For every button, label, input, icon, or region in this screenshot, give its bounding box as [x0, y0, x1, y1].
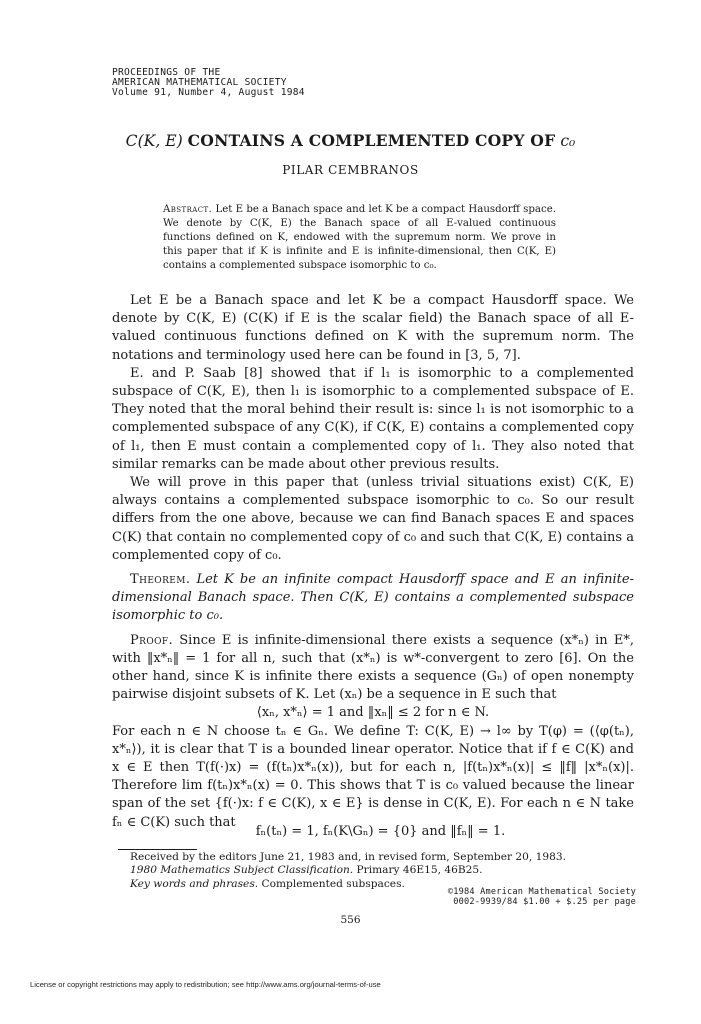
paragraph-saab: E. and P. Saab [8] showed that if l₁ is isomorphic to a complemented subspace of C(K, E), then l₁ is isomorphic to a complemented subspace of E. They noted that the moral behind their result is: since l₁ is not isomorphic to a complemented subspace of any C(K), if C(K, E) contains a complemented copy of l₁, then E must contain a complemented copy of l₁. They also noted that similar remarks can be made about other previous results.	[112, 365, 634, 472]
journal-line-3: Volume 91, Number 4, August 1984	[112, 87, 305, 99]
copyright-line-2: 0002-9939/84 $1.00 + $.25 per page	[453, 897, 636, 907]
abstract-label: Abstract.	[163, 204, 213, 215]
msc-label: 1980 Mathematics Subject Classification.	[130, 864, 354, 877]
page-number: 556	[340, 914, 361, 926]
paragraph-operator: For each n ∈ N choose tₙ ∈ Gₙ. We define T: C(K, E) → l∞ by T(φ) = (⟨φ(tₙ), x*ₙ⟩), it is clear that T is a bounded linear operator. Notice that if f ∈ C(K) and x ∈ E then T(f(·)x) = (f(tₙ)x*ₙ(x)), but for each n, |f(tₙ)x*ₙ(x)| ≤ ‖f‖ |x*ₙ(x)|. Therefore lim f(tₙ)x*ₙ(x) = 0. This shows that T is c₀ valued because the linear span of the set {f(·)x: f ∈ C(K), x ∈ E} is dense in C(K, E). For each n ∈ N take fₙ ∈ C(K) such that	[112, 723, 634, 830]
paragraph-result: We will prove in this paper that (unless trivial situations exist) C(K, E) always contains a complemented subspace isomorphic to c₀. So our result differs from the one above, because we can find Banach spaces E and spaces C(K) that contain no complemented copy of c₀ and such that C(K, E) contains a complemented copy of c₀.	[112, 475, 634, 563]
abstract-text: Let E be a Banach space and let K be a compact Hausdorff space. We denote by C(K, E) the Banach space of all E-valued continuous functions defined on K, endowed with the supremum norm. We prove in this paper that if K is infinite and E is infinite-dimensional, then C(K, E) contains a complemented subspace isomorphic to c₀.	[163, 204, 556, 271]
journal-header	[112, 68, 305, 99]
body-text	[112, 292, 634, 832]
abstract	[163, 203, 556, 273]
title-prefix: C(K, E)	[125, 132, 183, 150]
copyright-line-1: ©1984 American Mathematical Society	[447, 887, 636, 897]
footnote-msc	[130, 864, 630, 877]
proof-label: Proof.	[130, 632, 174, 648]
paper-title	[0, 131, 701, 150]
theorem	[112, 571, 634, 626]
keywords-label: Key words and phrases.	[130, 877, 259, 890]
title-suffix: c₀	[560, 132, 576, 150]
footnote	[130, 851, 630, 891]
proof-text: Since E is infinite-dimensional there exists a sequence (x*ₙ) in E*, with ‖x*ₙ‖ = 1 for all n, such that (x*ₙ) is w*-convergent to zero [6]. On the other hand, since K is infinite there exists a sequence (Gₙ) of open nonempty pairwise disjoint subsets of K. Let (xₙ) be a sequence in E such that	[112, 632, 634, 703]
theorem-text: Let K be an infinite compact Hausdorff space and E an infinite-dimensional Banach space. Then C(K, E) contains a complemented subspace isomorphic to c₀.	[112, 572, 634, 624]
proof	[112, 632, 634, 705]
copyright-notice	[436, 887, 636, 907]
journal-line-2: AMERICAN MATHEMATICAL SOCIETY	[112, 77, 287, 89]
display-equation-1: ⟨xₙ, x*ₙ⟩ = 1 and ‖xₙ‖ ≤ 2 for n ∈ N.	[256, 705, 490, 721]
footnote-rule	[118, 849, 197, 850]
journal-line-1: PROCEEDINGS OF THE	[112, 67, 221, 78]
footnote-received: Received by the editors June 21, 1983 and, in revised form, September 20, 1983.	[130, 851, 566, 863]
msc-text: Primary 46E15, 46B25.	[356, 864, 483, 877]
title-main: CONTAINS A COMPLEMENTED COPY OF	[187, 131, 556, 150]
paragraph-intro: Let E be a Banach space and let K be a compact Hausdorff space. We denote by C(K, E) (C(K) if E is the scalar field) the Banach space of all E-valued continuous functions defined on K with the supremum norm. The notations and terminology used here can be found in [3, 5, 7].	[112, 293, 634, 363]
display-equation-2: fₙ(tₙ) = 1, fₙ(K\Gₙ) = {0} and ‖fₙ‖ = 1.	[255, 824, 506, 839]
license-notice: License or copyright restrictions may apply to redistribution; see http://www.ams.org/journal-terms-of-use	[30, 980, 381, 989]
keywords-text: Complemented subspaces.	[261, 877, 405, 890]
theorem-label: Theorem.	[130, 572, 191, 588]
author-name: PILAR CEMBRANOS	[282, 163, 419, 177]
